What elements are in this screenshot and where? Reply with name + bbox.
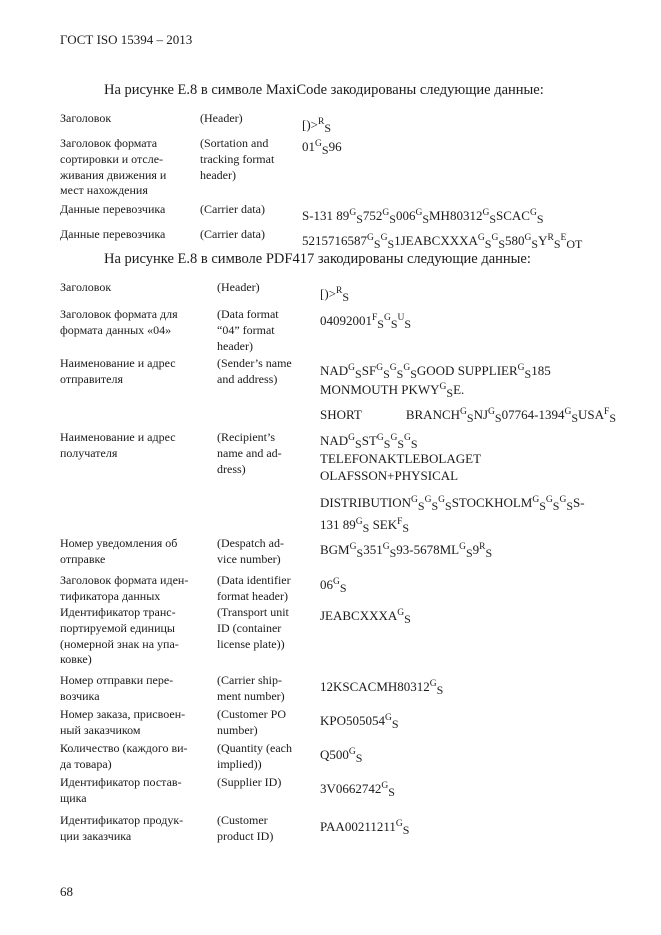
- value-text: DISTRIBUTION: [320, 495, 411, 510]
- control-char-glyph: S: [390, 317, 398, 331]
- control-char-glyph: G: [395, 819, 403, 829]
- row-label-ru-line: отправке: [60, 551, 106, 566]
- value-text: NAD: [320, 363, 349, 378]
- row-label-ru: [60, 202, 165, 218]
- row-label-en: [217, 741, 292, 773]
- row-label-en-line: ID (container: [217, 620, 282, 635]
- control-char-glyph: S: [484, 237, 492, 251]
- row-label-en-line: ment number): [217, 688, 285, 703]
- control-char-glyph: S: [356, 212, 363, 226]
- value-text: 96: [328, 139, 342, 154]
- row-label-ru-line: формата данных «04»: [60, 322, 172, 337]
- control-char-glyph: S: [404, 612, 411, 626]
- row-label-ru: [60, 775, 182, 807]
- control-char-glyph: S: [553, 237, 561, 251]
- control-char-glyph: F: [397, 517, 403, 527]
- control-char-glyph: G: [459, 542, 466, 552]
- control-char-glyph: G: [439, 382, 447, 392]
- value-text: 5215716587: [302, 233, 367, 248]
- row-label-en-line: header): [217, 338, 253, 353]
- control-char-glyph: S: [383, 437, 391, 451]
- control-char-glyph: S: [566, 499, 574, 513]
- row-label-ru-line: ный заказчиком: [60, 722, 141, 737]
- value-text: [)>: [302, 117, 318, 132]
- control-char-glyph: G: [532, 495, 540, 505]
- encoded-value: [320, 605, 411, 627]
- row-label-ru-line: (номерной знак на упа-: [60, 636, 179, 651]
- row-label-ru-line: Заголовок: [60, 111, 112, 125]
- value-text: E.: [453, 382, 465, 397]
- row-label-ru: [60, 307, 178, 339]
- encoded-value: [302, 136, 342, 158]
- control-char-glyph: G: [382, 542, 390, 552]
- row-label-ru-line: получателя: [60, 445, 118, 460]
- encoded-value: [320, 539, 492, 561]
- value-text: 752: [362, 208, 383, 223]
- value-text: BRANCH: [405, 407, 461, 422]
- control-char-glyph: U: [397, 313, 405, 323]
- row-label-ru: [60, 430, 176, 462]
- row-label-en: [200, 227, 265, 243]
- encoded-value: [320, 816, 409, 838]
- control-char-glyph: S: [383, 367, 390, 381]
- page-number: 68: [60, 884, 73, 899]
- row-label-ru: [60, 356, 176, 388]
- encoded-value: [320, 379, 464, 401]
- row-label-en-line: (Supplier ID): [217, 775, 282, 789]
- row-label-ru-line: Номер заказа, присвоен-: [60, 707, 186, 721]
- control-char-glyph: S: [466, 411, 474, 425]
- control-char-glyph: S: [422, 212, 429, 226]
- value-text: SCAC: [496, 208, 530, 223]
- control-char-glyph: S: [571, 411, 579, 425]
- value-text: 12KSCACMH80312: [320, 679, 430, 694]
- control-char-glyph: F: [604, 407, 610, 417]
- encoded-value: [320, 310, 411, 332]
- row-label-ru: [60, 536, 177, 568]
- control-char-glyph: S: [539, 499, 546, 513]
- control-char-glyph: S: [356, 546, 364, 560]
- row-label-ru-line: возчика: [60, 688, 100, 703]
- encoded-value: [320, 744, 362, 766]
- encoded-value: [302, 114, 331, 136]
- control-char-glyph: G: [438, 495, 445, 505]
- value-text: 185: [531, 363, 551, 378]
- control-char-glyph: G: [390, 433, 398, 443]
- value-text: MH80312: [429, 208, 483, 223]
- row-label-ru-line: Заголовок: [60, 280, 112, 294]
- control-char-glyph: G: [349, 208, 357, 218]
- control-char-glyph: S: [485, 546, 493, 560]
- value-text: USA: [578, 407, 605, 422]
- row-label-en: [217, 673, 285, 705]
- row-label-en-line: tracking format: [200, 151, 275, 166]
- value-text: TELEFONAKTLEBOLAGET: [320, 451, 482, 466]
- row-label-ru: [60, 227, 165, 243]
- row-label-en: [217, 307, 279, 354]
- control-char-glyph: S: [402, 823, 410, 837]
- control-char-glyph: S: [373, 237, 381, 251]
- value-text: 131 89: [320, 517, 356, 532]
- control-char-glyph: S: [389, 546, 397, 560]
- control-char-glyph: S: [465, 546, 473, 560]
- value-text: BGM: [320, 542, 350, 557]
- row-label-ru-line: щика: [60, 790, 87, 805]
- value-text: 3V0662742: [320, 781, 382, 796]
- row-label-ru-line: Наименование и адрес: [60, 430, 176, 444]
- control-char-glyph: G: [404, 433, 411, 443]
- encoded-value: [320, 710, 399, 732]
- row-label-ru-line: тификатора данных: [60, 588, 161, 603]
- control-char-glyph: S: [489, 212, 497, 226]
- control-char-glyph: S: [445, 499, 452, 513]
- control-char-glyph: S: [436, 683, 444, 697]
- row-label-ru-line: мест нахождения: [60, 183, 148, 198]
- control-char-glyph: G: [524, 233, 532, 243]
- row-label-ru-line: Наименование и адрес: [60, 356, 176, 370]
- value-text: PAA00211211: [320, 819, 396, 834]
- control-char-glyph: G: [376, 433, 384, 443]
- row-label-ru-line: сортировки и отсле-: [60, 151, 164, 166]
- row-label-en: [200, 111, 243, 127]
- row-label-ru-line: Номер уведомления об: [60, 536, 178, 550]
- control-char-glyph: S: [387, 237, 395, 251]
- control-char-glyph: G: [355, 517, 363, 527]
- row-label-en-line: (Customer PO: [217, 707, 286, 721]
- control-char-glyph: S: [355, 751, 363, 765]
- value-text: STOCKHOLM: [451, 495, 533, 510]
- control-char-glyph: G: [429, 679, 437, 689]
- control-char-glyph: G: [488, 407, 495, 417]
- row-label-ru-line: да товара): [60, 756, 112, 771]
- control-char-glyph: G: [348, 363, 356, 373]
- control-char-glyph: S: [552, 499, 560, 513]
- row-label-en-line: (Header): [217, 280, 260, 294]
- control-char-glyph: S: [498, 237, 506, 251]
- control-char-glyph: G: [383, 313, 391, 323]
- row-label-en-line: (Quantity (each: [217, 741, 292, 755]
- row-label-en-line: (Header): [200, 111, 243, 125]
- value-text: ST: [361, 433, 377, 448]
- row-label-en-line: name and ad-: [217, 445, 282, 460]
- row-label-ru-line: Идентификатор постав-: [60, 775, 182, 789]
- row-label-ru-line: ковке): [60, 652, 92, 667]
- control-char-glyph: S: [536, 212, 544, 226]
- control-char-glyph: S: [402, 521, 410, 535]
- value-text: MONMOUTH PKWY: [320, 382, 440, 397]
- control-char-glyph: S: [396, 367, 404, 381]
- row-label-en-line: (Despatch ad-: [217, 536, 284, 550]
- control-char-glyph: S: [417, 499, 425, 513]
- control-char-glyph: S: [404, 317, 412, 331]
- value-text: Y: [538, 233, 548, 248]
- encoded-value: [320, 778, 395, 800]
- row-label-en-line: header): [200, 167, 236, 182]
- row-label-en-line: (Carrier data): [200, 227, 265, 241]
- row-label-en-line: (Data identifier: [217, 573, 291, 587]
- control-char-glyph: S: [391, 717, 399, 731]
- row-label-ru: [60, 573, 188, 605]
- control-char-glyph: G: [517, 363, 525, 373]
- row-label-ru: [60, 111, 111, 127]
- control-char-glyph: G: [315, 139, 322, 149]
- control-char-glyph: O: [566, 237, 576, 251]
- control-char-glyph: S: [342, 290, 350, 304]
- value-text: S-: [573, 495, 585, 510]
- row-label-ru-line: портируемой единицы: [60, 620, 175, 635]
- control-char-glyph: G: [415, 208, 423, 218]
- value-text: Q500: [320, 747, 349, 762]
- row-label-en-line: format header): [217, 588, 288, 603]
- control-char-glyph: G: [349, 542, 357, 552]
- control-char-glyph: S: [431, 499, 439, 513]
- value-text: SHORT: [320, 407, 362, 422]
- value-text: 006: [395, 208, 416, 223]
- control-char-glyph: S: [321, 143, 329, 157]
- row-label-en: [217, 356, 292, 388]
- control-char-glyph: S: [388, 785, 395, 799]
- row-label-en: [217, 536, 284, 568]
- encoded-value: [320, 404, 616, 426]
- control-char-glyph: E: [560, 233, 567, 243]
- control-char-glyph: S: [446, 386, 454, 400]
- row-label-ru: [60, 673, 173, 705]
- control-char-glyph: S: [355, 437, 362, 451]
- row-label-en-line: (Sortation and: [200, 136, 269, 150]
- row-label-en: [217, 573, 291, 605]
- value-text: 04092001: [320, 313, 372, 328]
- control-char-glyph: S: [355, 367, 362, 381]
- control-char-glyph: F: [372, 313, 378, 323]
- control-char-glyph: G: [564, 407, 572, 417]
- control-char-glyph: G: [382, 208, 390, 218]
- row-label-en: [217, 775, 281, 791]
- control-char-glyph: S: [377, 317, 384, 331]
- row-label-en-line: (Sender’s name: [217, 356, 292, 370]
- control-char-glyph: S: [339, 581, 347, 595]
- control-char-glyph: R: [547, 233, 554, 243]
- encoded-value: [302, 205, 544, 227]
- row-label-en: [217, 605, 289, 652]
- row-label-ru-line: Номер отправки пере-: [60, 673, 174, 687]
- encoded-value: [320, 574, 347, 596]
- row-label-en-line: “04” format: [217, 322, 275, 337]
- row-label-ru-line: Идентификатор продук-: [60, 813, 184, 827]
- control-char-glyph: G: [460, 407, 467, 417]
- row-label-ru-line: Данные перевозчика: [60, 227, 166, 241]
- control-char-glyph: T: [575, 237, 583, 251]
- row-label-en-line: license plate)): [217, 636, 285, 651]
- row-label-ru-line: Количество (каждого ви-: [60, 741, 188, 755]
- control-char-glyph: G: [424, 495, 432, 505]
- control-char-glyph: S: [389, 212, 396, 226]
- value-text: SEK: [369, 517, 398, 532]
- row-label-en: [200, 136, 274, 183]
- caption-maxicode: На рисунке Е.8 в символе MaxiCode закодированы следующие данные:: [104, 82, 544, 98]
- row-label-ru: [60, 707, 185, 739]
- control-char-glyph: R: [479, 542, 486, 552]
- control-char-glyph: S: [494, 411, 502, 425]
- row-label-en-line: dress): [217, 461, 246, 476]
- row-label-en: [217, 813, 273, 845]
- control-char-glyph: G: [477, 233, 485, 243]
- control-char-glyph: G: [491, 233, 499, 243]
- row-label-ru: [60, 136, 166, 199]
- control-char-glyph: R: [336, 286, 343, 296]
- value-text: 06: [320, 577, 333, 592]
- value-text: [)>: [320, 286, 336, 301]
- value-text: NAD: [320, 433, 349, 448]
- encoded-value: [320, 283, 349, 305]
- row-label-en-line: (Carrier data): [200, 202, 265, 216]
- control-char-glyph: S: [324, 121, 332, 135]
- caption-pdf417: На рисунке Е.8 в символе PDF417 закодированы следующие данные:: [104, 251, 531, 267]
- row-label-en: [200, 202, 265, 218]
- value-text: 351: [363, 542, 383, 557]
- row-label-en-line: (Carrier ship-: [217, 673, 282, 687]
- row-label-ru-line: живания движения и: [60, 167, 167, 182]
- control-char-glyph: S: [410, 437, 418, 451]
- control-char-glyph: S: [524, 367, 532, 381]
- row-label-en-line: vice number): [217, 551, 281, 566]
- value-text: 01: [302, 139, 315, 154]
- row-label-en-line: number): [217, 722, 258, 737]
- control-char-glyph: S: [410, 367, 417, 381]
- row-label-en-line: (Data format: [217, 307, 279, 321]
- value-text: 07764-1394: [501, 407, 565, 422]
- value-text: 580: [505, 233, 525, 248]
- row-label-ru-line: Заголовок формата: [60, 136, 158, 150]
- row-label-ru: [60, 741, 188, 773]
- value-text: 93-5678ML: [396, 542, 460, 557]
- control-char-glyph: G: [333, 577, 340, 587]
- control-char-glyph: G: [403, 363, 411, 373]
- value-text: S-131 89: [302, 208, 350, 223]
- row-label-en-line: implied)): [217, 756, 262, 771]
- value-text: JEABCXXXA: [320, 608, 398, 623]
- value-text: SF: [361, 363, 377, 378]
- control-char-glyph: G: [397, 608, 405, 618]
- value-text: KPO505054: [320, 713, 386, 728]
- encoded-value: [320, 676, 443, 698]
- value-text: 1JEABCXXXA: [394, 233, 478, 248]
- control-char-glyph: G: [367, 233, 374, 243]
- row-label-en-line: (Transport unit: [217, 605, 289, 619]
- value-text: OLAFSSON+PHYSICAL: [320, 468, 459, 483]
- row-label-en: [217, 707, 286, 739]
- control-char-glyph: S: [531, 237, 539, 251]
- row-label-en: [217, 280, 260, 296]
- row-label-ru: [60, 280, 111, 296]
- row-label-ru-line: Заголовок формата иден-: [60, 573, 189, 587]
- row-label-ru-line: Идентификатор транс-: [60, 605, 176, 619]
- row-label-en-line: (Recipient’s: [217, 430, 275, 444]
- control-char-glyph: G: [348, 747, 356, 757]
- control-char-glyph: G: [376, 363, 384, 373]
- encoded-value: [320, 514, 409, 536]
- encoded-value: [320, 468, 458, 484]
- row-label-ru-line: Заголовок формата для: [60, 307, 178, 321]
- encoded-value: [320, 492, 585, 514]
- control-char-glyph: S: [609, 411, 617, 425]
- row-label-en-line: product ID): [217, 828, 274, 843]
- row-label-ru-line: ции заказчика: [60, 828, 132, 843]
- control-char-glyph: G: [385, 713, 392, 723]
- control-char-glyph: G: [411, 495, 418, 505]
- row-label-ru-line: Данные перевозчика: [60, 202, 166, 216]
- document-header: ГОСТ ISO 15394 – 2013: [60, 32, 193, 47]
- control-char-glyph: G: [348, 433, 356, 443]
- row-label-en: [217, 430, 282, 477]
- control-char-glyph: S: [397, 437, 405, 451]
- value-text: 9: [472, 542, 480, 557]
- row-label-ru: [60, 813, 183, 845]
- row-label-ru-line: отправителя: [60, 371, 123, 386]
- value-text: NJ: [473, 407, 489, 422]
- row-label-ru: [60, 605, 179, 668]
- control-char-glyph: S: [362, 521, 370, 535]
- control-char-glyph: G: [380, 233, 388, 243]
- row-label-en-line: and address): [217, 371, 278, 386]
- control-char-glyph: G: [559, 495, 567, 505]
- encoded-value: [302, 230, 582, 252]
- control-char-glyph: G: [545, 495, 553, 505]
- control-char-glyph: G: [529, 208, 537, 218]
- control-char-glyph: G: [482, 208, 490, 218]
- control-char-glyph: G: [389, 363, 397, 373]
- control-char-glyph: R: [318, 117, 325, 127]
- row-label-en-line: (Customer: [217, 813, 268, 827]
- encoded-value: [320, 430, 418, 452]
- encoded-value: [320, 451, 481, 467]
- value-text: GOOD SUPPLIER: [416, 363, 518, 378]
- control-char-glyph: G: [381, 781, 389, 791]
